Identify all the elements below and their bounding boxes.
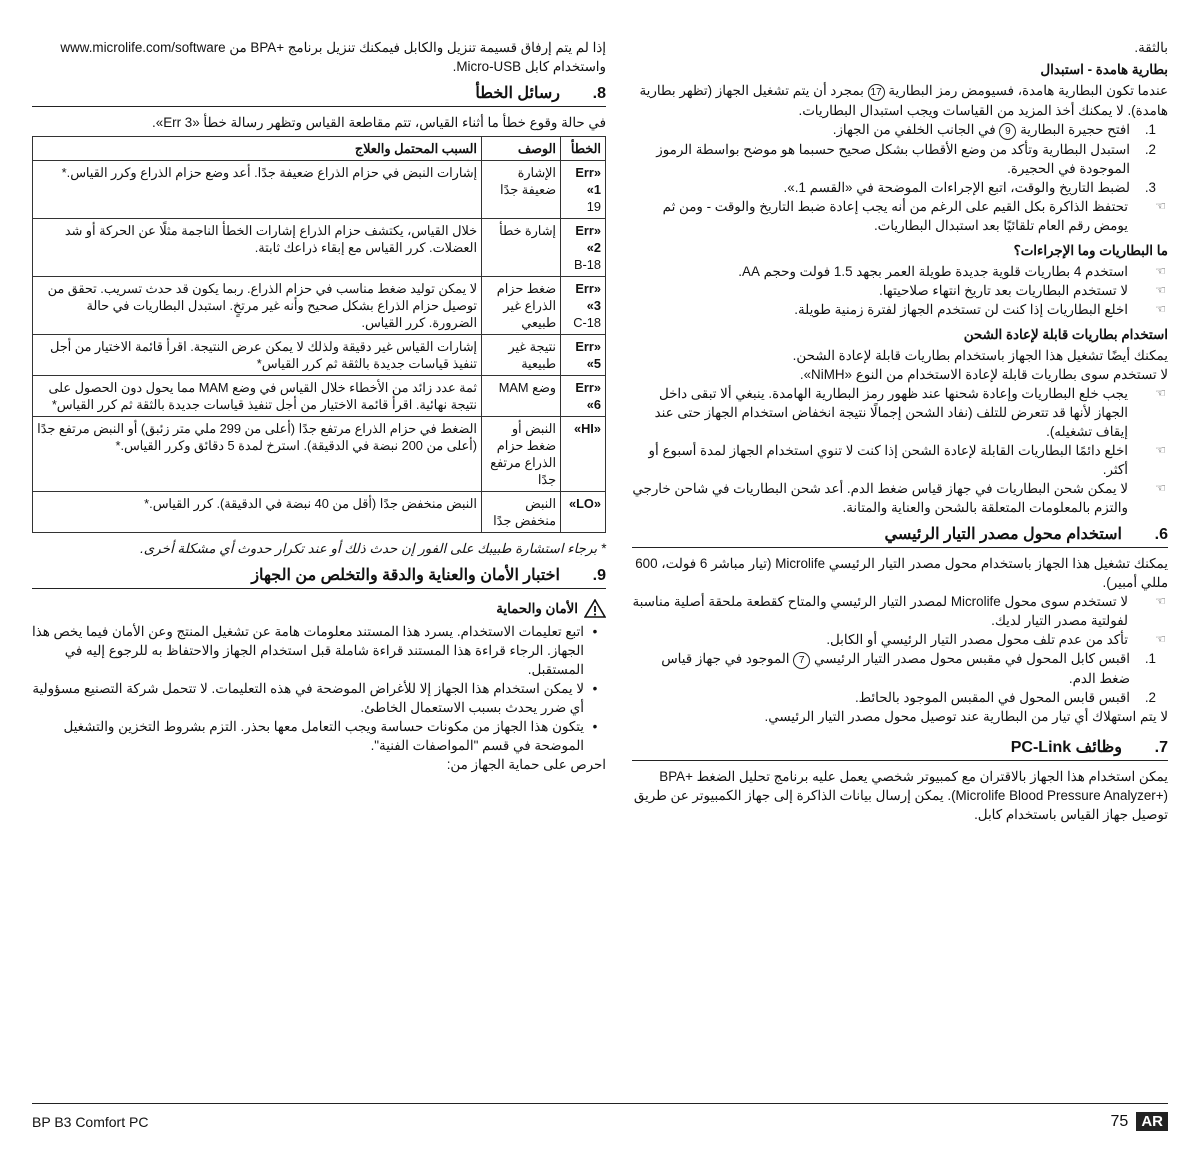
step-text: اقبس قابس المحول في المقبس الموجود بالحائط.	[854, 690, 1130, 705]
section-6-heading	[632, 525, 1168, 548]
note-item	[632, 300, 1168, 319]
error-description: النبض منخفض جدًا	[482, 492, 561, 533]
error-description: نتيجة غير طبيعية	[482, 335, 561, 376]
section-8-text: في حالة وقوع خطأ ما أثناء القياس، تتم مقاطعة القياس وتظهر رسالة خطأ «Err 3».	[152, 115, 606, 130]
section-title: رسائل الخطأ	[475, 85, 560, 102]
text-part: في الجانب الخلفي من الجهاز.	[832, 122, 996, 137]
error-cause: النبض منخفض جدًا (أقل من 40 نبضة في الدقيقة). كرر القياس.*	[33, 492, 482, 533]
error-code-cell	[561, 161, 606, 219]
bullet-text: يتكون هذا الجهاز من مكونات حساسة ويجب التعامل معها بحذر. التزم بشروط التخزين والتشغيل الموضحة في قسم "المواصفات الفنية".	[63, 719, 584, 753]
section-7-text: يمكن استخدام هذا الجهاز بالاقتران مع كمبيوتر شخصي يعمل عليه برنامج تحليل الضغط +BPA (Microlife Blood Pressure Analyzer+). يمكن إرسال بيانات الذاكرة إلى جهاز الكمبيوتر عن طريق توصيل جهاز القياس باستخدام كابل.	[633, 769, 1168, 822]
note-text: تأكد من عدم تلف محول مصدر التيار الرئيسي أو الكابل.	[826, 632, 1128, 647]
error-code-cell	[561, 219, 606, 277]
reference-number: 7	[793, 652, 810, 669]
footer-model: BP B3 Comfort PC	[32, 1114, 149, 1130]
left-column	[32, 38, 606, 774]
step-item	[632, 178, 1168, 197]
language-badge: AR	[1136, 1112, 1168, 1131]
reference-number: 18-C	[573, 315, 601, 330]
which-batteries-title: ما البطاريات وما الإجراءات؟	[1013, 243, 1168, 258]
footer-divider	[32, 1103, 1168, 1104]
error-code: «HI»	[573, 421, 601, 436]
text-part: عندما تكون البطارية هامدة، فسيومض رمز البطارية	[888, 83, 1168, 98]
error-code: «Err 1»	[575, 165, 601, 197]
rechargeable-text: لا تستخدم سوى بطاريات قابلة لإعادة الاستخدام من النوع «NiMH».	[799, 367, 1168, 382]
error-description: وضع MAM	[482, 376, 561, 417]
right-column	[632, 38, 1168, 824]
error-description: النبض أو ضغط حزام الذراع مرتفع جدًا	[482, 417, 561, 492]
step-number: 3.	[1144, 180, 1156, 195]
bullet-icon: •	[592, 681, 598, 696]
safety-heading	[32, 599, 606, 618]
step-item	[632, 120, 1168, 140]
section-title: اختبار الأمان والعناية والدقة والتخلص من الجهاز	[251, 567, 560, 584]
note-item	[632, 281, 1168, 300]
note-item	[632, 384, 1168, 441]
error-code: «Err 2»	[575, 223, 601, 255]
error-code-cell	[561, 335, 606, 376]
section-number: 8.	[592, 85, 606, 102]
text-part: افتح حجيرة البطارية	[1020, 122, 1130, 137]
reference-number: 17	[868, 84, 885, 101]
error-cause: خلال القياس، يكتشف حزام الذراع إشارات الخطأ الناجمة مثلًا عن الحركة أو شد العضلات. كرر القياس مع إبقاء ذراعك ثابتة.	[33, 219, 482, 277]
rechargeable-title: استخدام بطاريات قابلة لإعادة الشحن	[963, 327, 1168, 342]
note-item	[632, 197, 1168, 235]
note-item	[632, 441, 1168, 479]
step-number: 1.	[1144, 651, 1156, 666]
note-text: اخلع البطاريات إذا كنت لن تستخدم الجهاز لفترة زمنية طويلة.	[794, 302, 1128, 317]
section-number: 9.	[592, 567, 606, 584]
error-cause: الضغط في حزام الذراع مرتفع جدًا (أعلى من 299 ملي متر زئبق) أو النبض مرتفع جدًا (أعلى من 200 نبضة في الدقيقة). استرخ لمدة 5 دقائق وكرر القياس.*	[33, 417, 482, 492]
error-code-cell	[561, 417, 606, 492]
reference-number: 18-B	[573, 257, 601, 272]
error-code: «Err 5»	[575, 339, 601, 371]
safety-title: الأمان والحماية	[496, 601, 578, 616]
table-row	[33, 161, 606, 219]
pointing-hand-icon: ☜	[1155, 199, 1166, 213]
error-cause: لا يمكن توليد ضغط مناسب في حزام الذراع. ربما يكون قد حدث تسريب. تحقق من توصيل حزام الذراع بشكل صحيح وأنه غير مرتخٍ. استبدل البطاريات في حالة الضرورة. كرر القياس.	[33, 277, 482, 335]
bullet-text: اتبع تعليمات الاستخدام. يسرد هذا المستند معلومات هامة عن تشغيل المنتج وعن الأمان فيما يخص هذا الجهاز. الرجاء قراءة هذا المستند قراءة شاملة قبل استخدام الجهاز والاحتفاظ به للرجوع إليه في المستقبل.	[31, 624, 584, 677]
error-cause: ثمة عدد زائد من الأخطاء خلال القياس في وضع MAM مما يحول دون الحصول على نتيجة نهائية. اقرأ قائمة الاختيار من أجل تنفيذ قياسات جديدة بالثقة ثم كرر القياس*	[33, 376, 482, 417]
step-number: 2.	[1144, 142, 1156, 157]
section-9-heading	[32, 566, 606, 589]
step-text: استبدل البطارية وتأكد من وضع الأقطاب بشكل صحيح حسبما هو موضح بواسطة الرموز الموجودة في الحجيرة.	[656, 142, 1130, 176]
pointing-hand-icon: ☜	[1155, 481, 1166, 495]
list-item	[32, 622, 606, 679]
error-code: «LO»	[568, 496, 601, 511]
footnote: * برجاء استشارة طبيبك على الفور إن حدث ذلك أو عند تكرار حدوث أي مشكلة أخرى.	[140, 541, 606, 556]
pointing-hand-icon: ☜	[1155, 302, 1166, 316]
table-header-row	[33, 137, 606, 161]
note-text: تحتفظ الذاكرة بكل القيم على الرغم من أنه يجب إعادة ضبط التاريخ والوقت - ومن ثم يومض رقم العام تلقائيًا بعد استبدال البطاريات.	[662, 199, 1128, 233]
step-item	[632, 649, 1168, 688]
bullet-icon: •	[592, 624, 598, 639]
section-number: 6.	[1154, 526, 1168, 543]
text-part: اقبس كابل المحول في مقبس محول مصدر التيار الرئيسي	[813, 651, 1130, 666]
table-row	[33, 277, 606, 335]
battery-title: بطارية هامدة - استبدال	[1040, 62, 1168, 77]
table-row	[33, 417, 606, 492]
error-description: الإشارة ضعيفة جدًا	[482, 161, 561, 219]
pointing-hand-icon: ☜	[1155, 283, 1166, 297]
step-text: لضبط التاريخ والوقت، اتبع الإجراءات الموضحة في «القسم 1.».	[783, 180, 1130, 195]
step-number: 1.	[1144, 122, 1156, 137]
error-cause: إشارات النبض في حزام الذراع ضعيفة جدًا. أعد وضع حزام الذراع وكرر القياس.*	[33, 161, 482, 219]
section-6-footer: لا يتم استهلاك أي تيار من البطارية عند توصيل محول مصدر التيار الرئيسي.	[764, 709, 1168, 724]
list-item	[32, 679, 606, 717]
pointing-hand-icon: ☜	[1155, 443, 1166, 457]
rechargeable-text: يمكنك أيضًا تشغيل هذا الجهاز باستخدام بطاريات قابلة لإعادة الشحن.	[792, 348, 1168, 363]
step-number: 2.	[1144, 690, 1156, 705]
reference-number: 19	[586, 199, 601, 214]
note-item	[632, 630, 1168, 649]
error-code-cell	[561, 376, 606, 417]
note-text: اخلع دائمًا البطاريات القابلة لإعادة الشحن إذا كنت لا تنوي استخدام الجهاز لمدة أسبوع أو أكثر.	[648, 443, 1128, 477]
error-code-cell	[561, 492, 606, 533]
error-description: ضغط حزام الذراع غير طبيعي	[482, 277, 561, 335]
note-text: لا تستخدم سوى محول Microlife لمصدر التيار الرئيسي والمتاح كقطعة ملحقة أصلية مناسبة لفولتية مصدر التيار لديك.	[632, 594, 1128, 628]
section-6-text: يمكنك تشغيل هذا الجهاز باستخدام محول مصدر التيار الرئيسي Microlife (تيار مباشر 6 فولت، 600 مللي أمبير).	[635, 556, 1168, 590]
table-row	[33, 335, 606, 376]
list-item	[32, 717, 606, 755]
note-text: لا يمكن شحن البطاريات في جهاز قياس ضغط الدم. أعد شحن البطاريات في شاحن خارجي والتزم بالمعلومات المتعلقة بالشحن والعناية والمتانة.	[632, 481, 1128, 515]
error-description: إشارة خطأ	[482, 219, 561, 277]
note-text: استخدم 4 بطاريات قلوية جديدة طويلة العمر بجهد 1.5 فولت وحجم AA.	[738, 264, 1128, 279]
error-table	[32, 136, 606, 533]
note-item	[632, 592, 1168, 630]
bullet-text: لا يمكن استخدام هذا الجهاز إلا للأغراض الموضحة في هذه التعليمات. لا تتحمل شركة التصنيع مسؤولية أي ضرر يحدث بسبب الاستعمال الخاطئ.	[32, 681, 584, 715]
warning-triangle-icon	[584, 599, 606, 618]
reference-number: 9	[999, 123, 1016, 140]
bullet-icon: •	[592, 719, 598, 734]
section-number: 7.	[1154, 739, 1168, 756]
pointing-hand-icon: ☜	[1155, 386, 1166, 400]
section-title: استخدام محول مصدر التيار الرئيسي	[884, 526, 1122, 543]
table-row	[33, 219, 606, 277]
error-cause: إشارات القياس غير دقيقة ولذلك لا يمكن عرض النتيجة. اقرأ قائمة الاختيار من أجل تنفيذ قياسات جديدة بالثقة ثم كرر القياس*	[33, 335, 482, 376]
section-8-heading	[32, 84, 606, 107]
battery-text	[632, 81, 1168, 120]
table-header: الخطأ	[561, 137, 606, 161]
pointing-hand-icon: ☜	[1155, 264, 1166, 278]
note-item	[632, 479, 1168, 517]
error-code: «Err 3»	[575, 281, 601, 313]
table-header: السبب المحتمل والعلاج	[33, 137, 482, 161]
footer-page	[1111, 1112, 1168, 1131]
note-item	[632, 262, 1168, 281]
text-part: بمجرد أن يتم تشغيل الجهاز (تظهر بطارية هامدة). لا يمكنك أخذ المزيد من القياسات ويجب استبدال البطاريات.	[639, 83, 1168, 118]
error-code-cell	[561, 277, 606, 335]
step-item	[632, 688, 1168, 707]
error-code: «Err 6»	[575, 380, 601, 412]
intro-paragraph: إذا لم يتم إرفاق قسيمة تنزيل والكابل فيمكنك تنزيل برنامج +BPA من www.microlife.com/software واستخدام كابل Micro-USB.	[60, 40, 606, 74]
table-header: الوصف	[482, 137, 561, 161]
pointing-hand-icon: ☜	[1155, 594, 1166, 608]
pointing-hand-icon: ☜	[1155, 632, 1166, 646]
table-row	[33, 492, 606, 533]
section-7-heading	[632, 738, 1168, 761]
note-text: لا تستخدم البطاريات بعد تاريخ انتهاء صلاحيتها.	[878, 283, 1128, 298]
step-text	[632, 649, 1130, 688]
table-row	[33, 376, 606, 417]
text-part: الموجود في جهاز قياس ضغط الدم.	[661, 651, 1130, 686]
step-item	[632, 140, 1168, 178]
page-number: 75	[1110, 1112, 1129, 1130]
note-text: يجب خلع البطاريات وإعادة شحنها عند ظهور رمز البطارية الهامدة. ينبغي ألا تبقى داخل الجهاز لأنها قد تتعرض للتلف (نفاد الشحن إجمالًا نتيجة انخفاض استخدام الجهاز حتى عند إيقاف تشغيله).	[654, 386, 1128, 439]
step-text	[833, 120, 1130, 140]
protect-line: احرص على حماية الجهاز من:	[446, 757, 606, 772]
section-title: وظائف PC-Link	[1010, 739, 1122, 756]
top-line: بالثقة.	[1134, 40, 1168, 55]
